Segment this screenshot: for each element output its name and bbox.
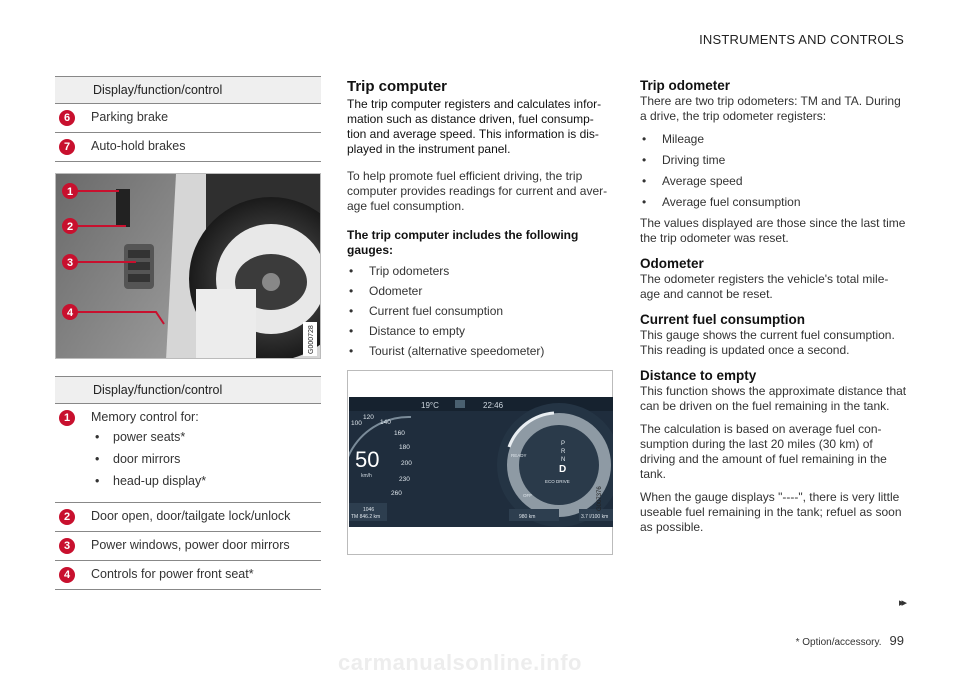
distance-to-empty: 980 km — [519, 514, 536, 520]
reference-table-2 — [55, 376, 321, 590]
list-item: • Mileage — [640, 132, 908, 146]
speed-tick: 200 — [401, 460, 412, 467]
callout-1: 1 — [66, 186, 74, 198]
list-item: • Driving time — [640, 153, 908, 167]
list-item: • power seats* — [91, 430, 321, 444]
paragraph: The odometer registers the vehicle's total mile-age and cannot be reset. — [640, 272, 889, 301]
reference-table-1 — [55, 76, 321, 162]
current-speed: 50 — [355, 447, 380, 472]
page-number: 99 — [889, 633, 904, 648]
gear-n: N — [561, 457, 566, 463]
paragraph: When the gauge displays "----", there is very little useable fuel remaining in the tank; refuel as soon as possible. — [640, 490, 902, 534]
row-text: Parking brake — [89, 104, 321, 133]
paragraph: This function shows the approximate distance that can be driven on the fuel remaining in the tank. — [640, 384, 907, 413]
gear-r: R — [561, 449, 566, 455]
speed-tick: 160 — [394, 430, 405, 437]
speed-tick: 180 — [399, 444, 410, 451]
row-text: Door open, door/tailgate lock/unlock — [89, 503, 321, 532]
list-item: • Distance to empty — [347, 324, 609, 338]
speed-tick: 230 — [399, 476, 410, 483]
speed-tick: 260 — [391, 490, 402, 497]
instrument-cluster-illustration — [349, 397, 613, 527]
row-text: Controls for power front seat* — [89, 561, 321, 590]
gauges-list — [347, 264, 609, 358]
trip-details-section — [640, 76, 908, 535]
callout-badge: 4 — [59, 567, 75, 583]
callout-2: 2 — [66, 221, 74, 233]
row-text: Auto-hold brakes — [89, 133, 321, 162]
continue-arrows-icon: ▸▸ — [898, 597, 904, 609]
list-item: • door mirrors — [91, 452, 321, 466]
callout-badge: 2 — [59, 509, 75, 525]
trip-value: TM 846.2 km — [351, 514, 381, 520]
section-title: Trip computer — [347, 78, 448, 95]
door-panel-illustration — [56, 174, 321, 359]
trip-odometer-title: Trip odometer — [640, 78, 731, 93]
image-code: G007376 — [597, 486, 603, 511]
trip-computer-section — [347, 76, 609, 364]
list-item: • Average speed — [640, 174, 908, 188]
gear-d: D — [559, 464, 567, 475]
list-item: • Odometer — [347, 284, 609, 298]
site-watermark: carmanualsonline.info — [338, 650, 582, 675]
trip-label: 1046 — [363, 507, 375, 513]
odometer-title: Odometer — [640, 256, 704, 271]
table-row — [55, 503, 321, 532]
speed-tick: 140 — [380, 419, 391, 426]
table-row — [55, 561, 321, 590]
fuel-consumption: 3.7 l/100 km — [581, 514, 609, 520]
image-code: G000728 — [308, 325, 315, 354]
instrument-cluster-figure — [347, 370, 613, 555]
off-label: OFF — [523, 493, 532, 498]
callout-badge: 3 — [59, 538, 75, 554]
callout-3: 3 — [66, 257, 74, 269]
list-item: • Trip odometers — [347, 264, 609, 278]
trip-odometer-list — [640, 132, 908, 209]
clock-time: 22:46 — [483, 401, 504, 410]
paragraph: There are two trip odometers: TM and TA. During a drive, the trip odometer registers: — [640, 94, 901, 123]
table-row — [55, 133, 321, 162]
paragraph: The values displayed are those since the last time the trip odometer was reset. — [640, 216, 906, 245]
list-item: • head-up display* — [91, 474, 321, 488]
list-item: • Current fuel consumption — [347, 304, 609, 318]
list-item: • Average fuel consumption — [640, 195, 908, 209]
table-row — [55, 104, 321, 133]
speed-tick: 120 — [363, 414, 374, 421]
distance-to-empty-title: Distance to empty — [640, 368, 757, 383]
current-fuel-title: Current fuel consumption — [640, 312, 805, 327]
gear-p: P — [561, 441, 566, 447]
section-header: INSTRUMENTS AND CONTROLS — [699, 32, 904, 47]
door-panel-photo — [55, 173, 321, 359]
table-heading: Display/function/control — [55, 77, 321, 104]
instrument-cluster-screen — [349, 397, 613, 527]
eco-drive-label: ECO DRIVE — [545, 479, 570, 484]
option-note: * Option/accessory. — [795, 637, 882, 648]
paragraph: The calculation is based on average fuel con-sumption during the last 20 miles (30 km) of driving and the amount of fuel remaining in the tank. — [640, 422, 887, 481]
row-text: Power windows, power door mirrors — [89, 532, 321, 561]
ready-indicator: READY — [511, 453, 527, 458]
outside-temperature: 19°C — [421, 401, 439, 410]
gauges-heading: The trip computer includes the following gauges: — [347, 228, 579, 257]
intro-paragraph: The trip computer registers and calculates infor-mation such as distance driven, fuel consump-tion and average speed. This information is dis-played in the instrument panel. — [347, 97, 602, 156]
callout-badge: 6 — [59, 110, 75, 126]
list-item: • Tourist (alternative speedometer) — [347, 344, 609, 358]
table-row — [55, 404, 321, 503]
page-footer — [796, 633, 904, 648]
table-heading: Display/function/control — [55, 377, 321, 404]
speed-tick: 100 — [351, 420, 362, 427]
table-row — [55, 532, 321, 561]
paragraph: This gauge shows the current fuel consumption. This reading is updated once a second. — [640, 328, 895, 357]
callout-badge: 1 — [59, 410, 75, 426]
memory-control-list — [91, 430, 321, 488]
paragraph: To help promote fuel efficient driving, the trip computer provides readings for current and aver-age fuel consumption. — [347, 169, 608, 213]
row-text: Memory control for: — [91, 410, 199, 424]
callout-badge: 7 — [59, 139, 75, 155]
callout-4: 4 — [66, 307, 74, 319]
speed-unit: km/h — [361, 473, 372, 479]
